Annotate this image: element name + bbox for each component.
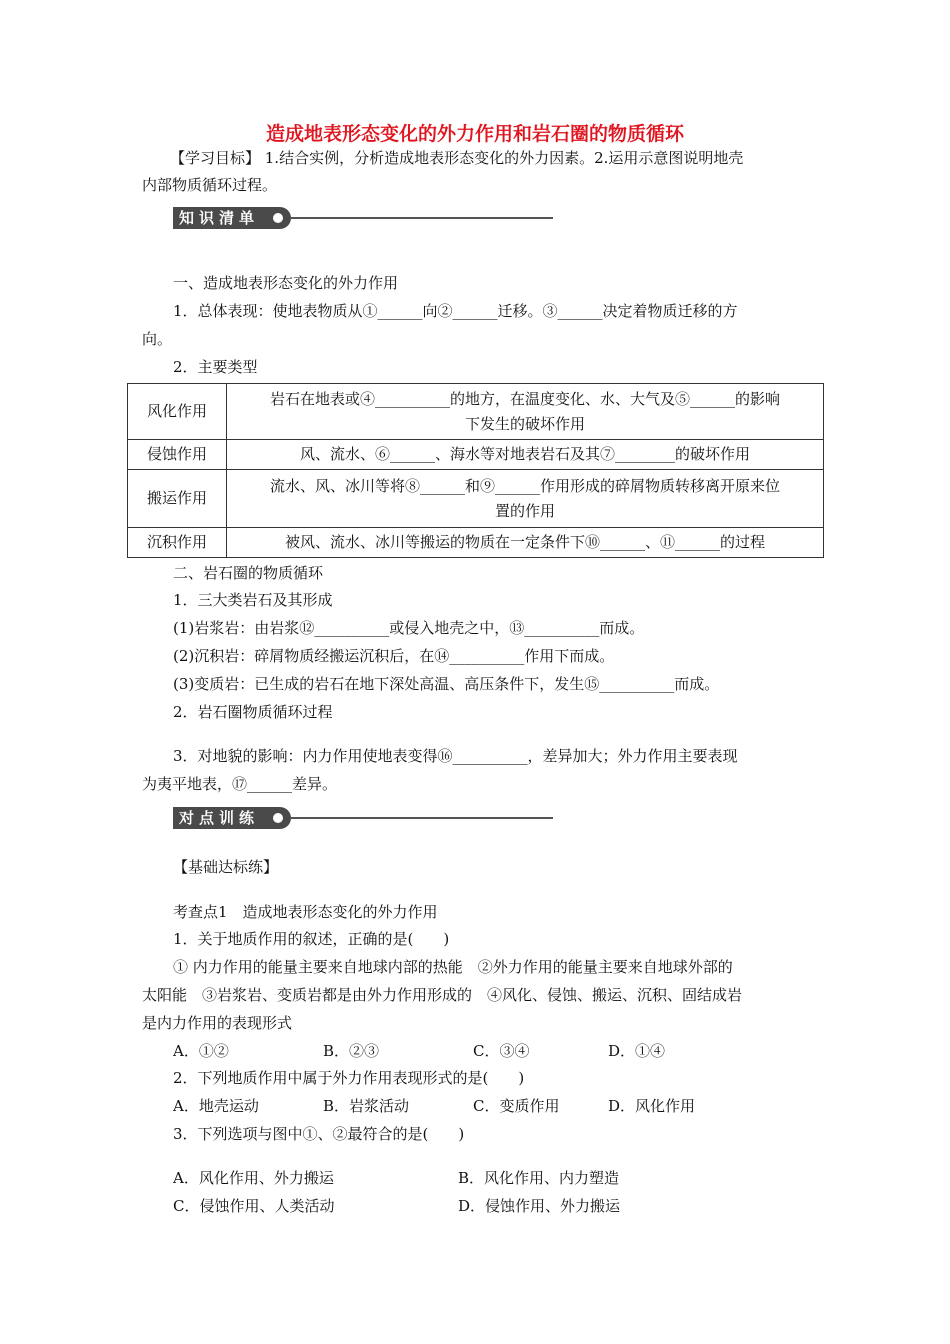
description-line: 置的作用 [494, 501, 555, 520]
question-1-option-a: A．①② [173, 1042, 229, 1060]
question-1-option-d: D．①④ [608, 1042, 666, 1060]
description-line: 岩石在地表或④__________的地方，在温度变化、水、大气及⑤______的影响 [269, 389, 780, 408]
table-row [128, 384, 824, 440]
question-1-stem: 1．关于地质作用的叙述，正确的是( ) [173, 930, 450, 948]
question-1-line-1: ① 内力作用的能量主要来自地球内部的热能 ②外力作用的能量主要来自地球外部的 [173, 958, 733, 976]
practice-level: 【基础达标练】 [173, 858, 279, 876]
section2-item2: 2．岩石圈物质循环过程 [173, 703, 333, 721]
banner-rule [291, 217, 553, 219]
banner-label: 对点训练 [179, 809, 260, 827]
practice-point: 考查点1 造成地表形态变化的外力作用 [173, 903, 438, 921]
table-cell-description: 风、流水、⑥______、海水等对地表岩石及其⑦________的破坏作用 [227, 440, 824, 470]
question-1-option-b: B．②③ [323, 1042, 380, 1060]
table-row [128, 528, 824, 558]
description-line: 流水、风、冰川等将⑧______和⑨______作用形成的碎屑物质转移离开原来位 [269, 476, 780, 495]
section1-heading: 一、造成地表形态变化的外力作用 [173, 274, 399, 292]
table-cell-type: 侵蚀作用 [128, 440, 227, 470]
practice-banner [173, 807, 563, 829]
description-line: 下发生的破坏作用 [464, 414, 585, 433]
objectives-line-1: 【学习目标】 1.结合实例，分析造成地表形态变化的外力因素。2.运用示意图说明地壳 [170, 149, 744, 167]
table-cell-description [227, 470, 824, 528]
table-row [128, 440, 824, 470]
question-2-option-b: B．岩浆活动 [323, 1097, 410, 1115]
table-cell-description [227, 384, 824, 440]
table-cell-type: 搬运作用 [128, 470, 227, 528]
question-1-line-3: 是内力作用的表现形式 [142, 1014, 293, 1032]
question-2-option-c: C．变质作用 [473, 1097, 560, 1115]
section1-item1-line1: 1．总体表现：使地表物质从①______向②______迁移。③______决定着物质迁移的方 [173, 302, 738, 320]
question-1-line-2: 太阳能 ③岩浆岩、变质岩都是由外力作用形成的 ④风化、侵蚀、搬运、沉积、固结成岩 [142, 986, 743, 1004]
section2-heading: 二、岩石圈的物质循环 [173, 564, 324, 582]
banner-dot-icon [273, 813, 283, 823]
sedimentary-rock-line: (2)沉积岩：碎屑物质经搬运沉积后，在⑭__________作用下而成。 [173, 647, 615, 665]
banner-rule [291, 817, 553, 819]
table-cell-type: 风化作用 [128, 384, 227, 440]
metamorphic-rock-line: (3)变质岩：已生成的岩石在地下深处高温、高压条件下，发生⑮__________而成。 [173, 675, 720, 693]
section1-item2: 2．主要类型 [173, 358, 258, 376]
section2-item1: 1．三大类岩石及其形成 [173, 591, 333, 609]
question-3-option-b: B．风化作用、内力塑造 [458, 1169, 620, 1187]
question-2-option-d: D．风化作用 [608, 1097, 696, 1115]
question-3-option-d: D．侵蚀作用、外力搬运 [458, 1197, 621, 1215]
erosion-types-table [127, 383, 824, 558]
question-3-option-c: C．侵蚀作用、人类活动 [173, 1197, 335, 1215]
knowledge-banner [173, 207, 563, 229]
table-row [128, 470, 824, 528]
igneous-rock-line: (1)岩浆岩：由岩浆⑫__________或侵入地壳之中，⑬__________而成。 [173, 619, 645, 637]
section1-item1-line2: 向。 [142, 330, 173, 348]
banner-label: 知识清单 [179, 209, 260, 227]
section2-item3-line2: 为夷平地表，⑰______差异。 [142, 775, 338, 793]
question-2-stem: 2．下列地质作用中属于外力作用表现形式的是( ) [173, 1069, 525, 1087]
question-2-option-a: A．地壳运动 [173, 1097, 259, 1115]
banner-dot-icon [273, 213, 283, 223]
question-3-stem: 3．下列选项与图中①、②最符合的是( ) [173, 1125, 465, 1143]
table-cell-description: 被风、流水、冰川等搬运的物质在一定条件下⑩______、⑪______的过程 [227, 528, 824, 558]
section2-item3-line1: 3．对地貌的影响：内力作用使地表变得⑯__________，差异加大；外力作用主要表现 [173, 747, 738, 765]
question-3-option-a: A．风化作用、外力搬运 [173, 1169, 334, 1187]
objectives-line-2: 内部物质循环过程。 [142, 176, 278, 194]
document-title: 造成地表形态变化的外力作用和岩石圈的物质循环 [265, 123, 684, 145]
question-1-option-c: C．③④ [473, 1042, 530, 1060]
table-cell-type: 沉积作用 [128, 528, 227, 558]
